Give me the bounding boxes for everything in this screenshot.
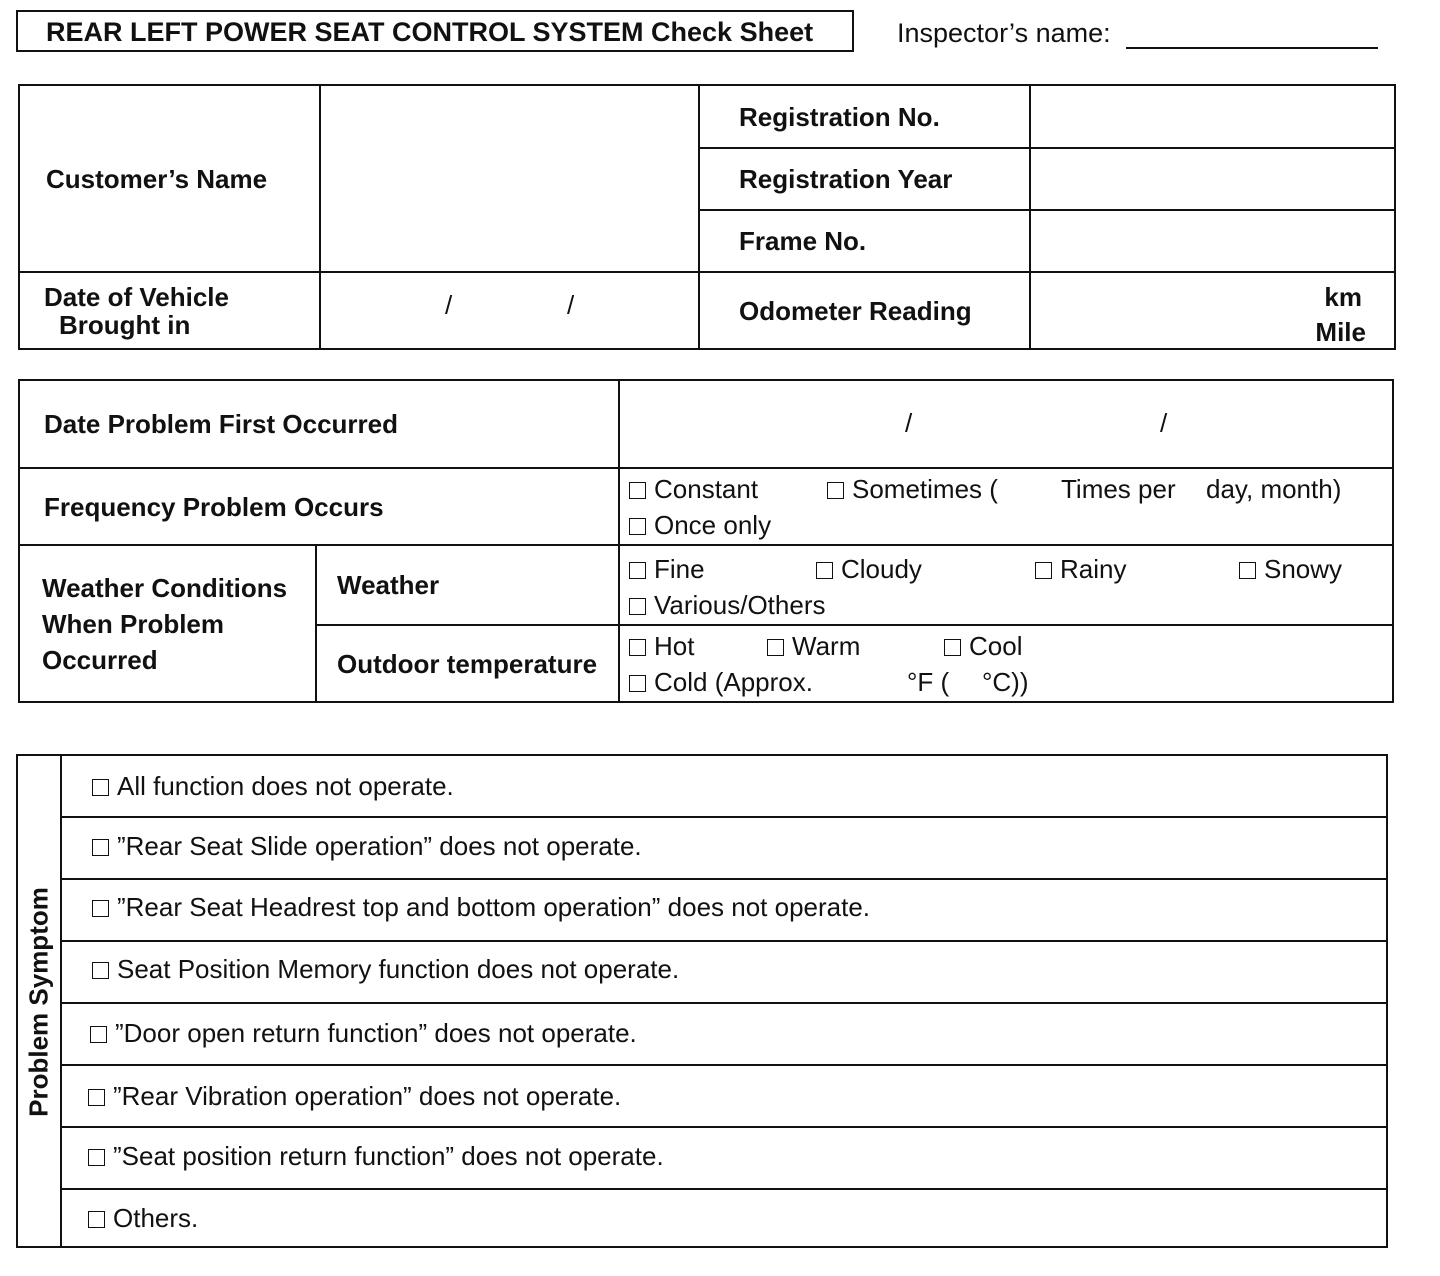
date-separator: / [1160,408,1168,438]
weather-label: Weather [316,545,619,625]
checkbox-icon[interactable] [629,598,646,615]
checkbox-icon[interactable] [1035,562,1052,579]
customer-name-field[interactable] [320,85,699,272]
registration-no-field[interactable] [1030,85,1395,148]
vehicle-info-table [18,84,1396,350]
checkbox-icon[interactable] [92,839,109,856]
frequency-options [619,468,1393,545]
checkbox-icon[interactable] [92,779,109,796]
checkbox-icon[interactable] [88,1149,105,1166]
symptom-item[interactable]: ”Rear Vibration operation” does not operate. [62,1066,1386,1128]
checkbox-icon[interactable] [90,1026,107,1043]
inspector-name-field[interactable] [1126,47,1378,49]
registration-year-label: Registration Year [699,148,1030,210]
option-sometimes[interactable]: Sometimes ( [827,471,998,507]
checkbox-icon[interactable] [629,562,646,579]
inspector-name-label: Inspector’s name: [897,18,1111,48]
unit-mile: Mile [1315,317,1366,347]
symptom-item[interactable]: ”Rear Seat Headrest top and bottom operation” does not operate. [62,880,1386,942]
frame-no-label: Frame No. [699,210,1030,272]
checkbox-icon[interactable] [92,962,109,979]
option-fine[interactable]: Fine [629,551,705,587]
problem-symptom-label: Problem Symptom [18,756,62,1248]
option-various-others[interactable]: Various/Others [629,587,825,623]
option-constant[interactable]: Constant [629,471,758,507]
symptom-item[interactable]: ”Rear Seat Slide operation” does not operate. [62,818,1386,880]
odometer-label: Odometer Reading [699,272,1030,349]
date-brought-in-field[interactable] [320,272,699,349]
symptom-item[interactable]: ”Seat position return function” does not operate. [62,1128,1386,1190]
symptom-item[interactable]: All function does not operate. [62,756,1386,818]
checkbox-icon[interactable] [629,518,646,535]
date-separator: / [445,290,453,320]
day-month-label: day, month) [1206,474,1342,504]
option-cool[interactable]: Cool [944,628,1022,664]
date-separator: / [905,408,913,438]
date-first-occurred-label: Date Problem First Occurred [19,380,619,468]
checkbox-icon[interactable] [816,562,833,579]
temperature-options [619,625,1393,702]
outdoor-temperature-label: Outdoor temperature [316,625,619,702]
registration-no-label: Registration No. [699,85,1030,148]
weather-options [619,545,1393,625]
odometer-field[interactable] [1030,272,1395,349]
problem-symptom-section [16,754,1388,1248]
checkbox-icon[interactable] [88,1211,105,1228]
option-cloudy[interactable]: Cloudy [816,551,922,587]
symptom-item[interactable]: Seat Position Memory function does not operate. [62,942,1386,1004]
checkbox-icon[interactable] [92,900,109,917]
checkbox-icon[interactable] [767,639,784,656]
unit-km: km [1324,282,1362,312]
checkbox-icon[interactable] [944,639,961,656]
celsius-label: °C)) [982,667,1029,697]
option-snowy[interactable]: Snowy [1239,551,1342,587]
conditions-table [18,379,1394,703]
checkbox-icon[interactable] [827,482,844,499]
frequency-label: Frequency Problem Occurs [19,468,619,545]
registration-year-field[interactable] [1030,148,1395,210]
checkbox-icon[interactable] [1239,562,1256,579]
option-rainy[interactable]: Rainy [1035,551,1126,587]
customer-name-label: Customer’s Name [19,85,320,272]
symptom-item[interactable]: ”Door open return function” does not operate. [62,1004,1386,1066]
date-separator: / [567,290,575,320]
option-warm[interactable]: Warm [767,628,860,664]
symptom-item[interactable]: Others. [62,1190,1386,1246]
symptom-list [62,756,1386,1246]
times-per-label: Times per [1061,474,1176,504]
fahrenheit-label: °F ( [907,667,950,697]
checkbox-icon[interactable] [629,482,646,499]
checkbox-icon[interactable] [629,639,646,656]
checkbox-icon[interactable] [629,675,646,692]
option-cold[interactable]: Cold (Approx. [629,664,813,700]
date-brought-in-label: Date of Vehicle Brought in [19,272,320,349]
date-first-occurred-field[interactable] [619,380,1393,468]
frame-no-field[interactable] [1030,210,1395,272]
weather-conditions-label: Weather Conditions When Problem Occurred [19,545,316,702]
option-once-only[interactable]: Once only [629,507,771,543]
checkbox-icon[interactable] [88,1089,105,1106]
page-title: REAR LEFT POWER SEAT CONTROL SYSTEM Check Sheet [16,10,854,52]
option-hot[interactable]: Hot [629,628,694,664]
